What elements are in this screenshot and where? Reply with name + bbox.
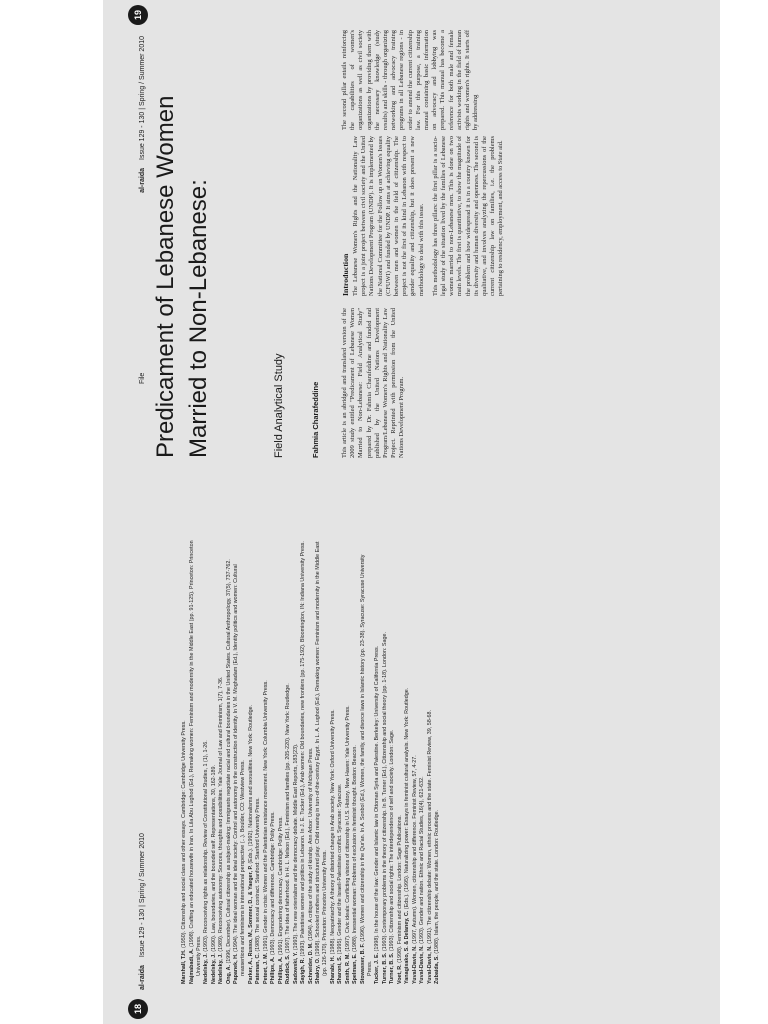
reference-text: (1994). The ideal woman and the ideal society: Control and autonomy in the construction of identity. In V. M. Moghadam (Ed.), Identity politics and women: Cultural reassertions and feminisms in international perspective (...). Boulder, CO: Westview Press. — [233, 564, 246, 976]
reference-author: Papanek, H. — [233, 953, 239, 984]
reference-text: (1998). Crafting an educated housewife in Iran. In Lila Abu Lughod (Ed.), Remaking women: Feminism and modernity in the Middle East (pp. 91-125). Princeton: Princeton University Press. — [188, 540, 202, 976]
reference-text: (1993). Citizenship and social rights: The interdependence of self and society. London: Sage. — [389, 729, 395, 953]
reference-entry — [404, 540, 411, 984]
reference-entry — [330, 540, 337, 984]
issue-line: Issue 129 - 130 | Spring / Summer 2010 — [138, 36, 146, 160]
reference-entry — [412, 540, 419, 984]
reference-text: (1993). Palestinian women and politics in Lebanon. In J. E. Tucker (Ed.), Arab women: Old boundaries, new frontiers (pp. 175-192). Bloomington, IN: Indiana University Press. — [300, 541, 306, 958]
reference-author: Ruddick, S. — [285, 954, 291, 984]
reference-text: (1998). Schooled mothers and structured play: Child rearing in turn-of-the-century Egypt. In L. A. Lughod (Ed.), Remaking women: Feminism and modernity in the Middle East (pp. 126-170). Princeton: Princeton University Press. — [315, 541, 328, 976]
reference-entry — [255, 540, 262, 984]
reference-author: Nedelsky, J. — [218, 953, 224, 984]
reference-text: (1989). Reconceiving autonomy: Sources, thoughts and possibilities. Yale Journal of Law and Feminism, 1(7), 7-36. — [218, 676, 224, 954]
reference-text: (1984). A critique of the study of kinship. Ann Arbor: University of Michigan Press. — [307, 747, 314, 943]
reference-author: Parker, A., Russo, M., Sommer, D., & Yaeger, P. — [247, 865, 254, 984]
reference-entry — [434, 540, 441, 984]
reference-author: Schneider, D. M. — [307, 942, 314, 984]
reference-entry — [308, 540, 315, 984]
magazine-spread — [103, 0, 720, 1024]
reference-author: Zubaida, S. — [434, 955, 440, 984]
abstract-column — [341, 308, 413, 458]
reference-text: (1988). The sexual contract. Stanford: Stanford University Press. — [255, 797, 261, 954]
reference-text: (1993). Gender and nation. Ethnic and Racial Studies, 16(4), 621-632. — [419, 776, 425, 946]
reference-author: Marshall, T.H. — [181, 949, 187, 984]
body-paragraph: The Lebanese Women's Rights and the Nationality Law project is a joint project between civil society and the United Nations Development Program (UNDP). It is implemented by the National Committee for the Follow up on Women's Issues (CFUWI) and funded by UNDP. It aims at achieving equality between men and women in the field of citizenship. The project is not the first of its kind in Lebanon with respect to gender equality and citizenship, but it does present a new methodology to deal with this issue. — [352, 136, 425, 296]
reference-text: (1991). The citizenship debate: Women, ethnic process and the state. Feminist Review, 39, 58-68. — [426, 710, 433, 946]
reference-entry — [218, 540, 225, 984]
reference-author: Turner, B. S. — [389, 952, 395, 984]
reference-entry — [389, 540, 396, 984]
right-page — [103, 0, 720, 514]
reference-text: (1950). Citizenship and social class and other essays. Cambridge: Cambridge University Press. — [181, 720, 187, 950]
reference-entry — [263, 540, 270, 984]
reference-entry — [427, 540, 434, 984]
reference-author: Shakry, O. — [315, 957, 321, 984]
article-author: Fahmia Charafeddine — [311, 381, 320, 458]
body-column — [341, 136, 512, 296]
reference-entry — [233, 540, 247, 984]
reference-author: Turner, B. S. — [381, 952, 388, 984]
reference-text: (1997). The idea of fatherhood. In H. L. Nelson (Ed.), Feminism and families (pp. 205-220). New York: Routledge. — [285, 683, 291, 955]
reference-text: (1990). Law, boundaries, and the bounded self. Representations, 30, 162-189. — [210, 765, 217, 954]
reference-text: (1991). Gender in crisis: Women and the Palestinian resistance movement. New York: Columbia University Press. — [262, 680, 269, 953]
reference-entry — [300, 540, 307, 984]
running-header — [133, 833, 151, 990]
reference-author: Spelman, E. — [352, 953, 358, 984]
reference-author: Smith, R. M. — [344, 953, 351, 984]
reference-entry — [360, 540, 374, 984]
reference-text: (1993). Contemporary problems in the theory of citizenship. In B. Turner (Ed.), Citizenship and social theory (pp. 1-18). London: Sage. — [381, 632, 388, 953]
body-column — [341, 30, 486, 130]
reference-entry — [419, 540, 426, 984]
section-tag: File — [138, 372, 146, 384]
reference-text: (1998). Feminism and citizenship. London: Sage Publications. — [396, 815, 403, 965]
reference-entry — [270, 540, 277, 984]
reference-entry — [203, 540, 210, 984]
reference-author: Pateman, C. — [255, 953, 261, 984]
reference-entry — [211, 540, 218, 984]
reference-entry — [189, 540, 203, 984]
reference-text: (1997). Civic ideals: Conflicting visions of citizenship in U.S. History. New Haven: Yale University Press. — [344, 705, 351, 954]
reference-author: Stowasser, B. F. — [359, 943, 366, 984]
reference-text: (1993). Reconceiving rights as relationship. Review of Constitutional Studies, 1 (1), 1-26. — [203, 740, 209, 954]
reference-entry — [345, 540, 352, 984]
body-paragraph: The second pillar entails reinforcing the capabilities of women's organizations as well as civil society organizations by providing them with the necessary knowledge (study results) and skills - through organizing networking and advocacy training programs in all Lebanese regions - in order to amend the current citizenship law. For this purpose, a training manual containing basic information on advocacy and lobbying was prepared. This manual has become a reference for both male and female activists working in the field of human rights and women's rights. It starts off by addressing — [341, 30, 480, 130]
reference-entry — [181, 540, 188, 984]
page-number-badge: 19 — [128, 5, 148, 25]
reference-text: (1993). Democracy and difference. Cambridge: Polity Press. — [270, 811, 276, 957]
reference-text: (1996). Women and citizenship in the Qur'an. In A. Sonbol (Ed.), Women, the family, and divorce laws in Islamic history (pp. 23-38). Syracuse: Syracuse University Press. — [359, 554, 373, 976]
reference-text: (1991). Engendering democracy. Cambridge: Polity Press. — [277, 816, 284, 957]
left-page — [103, 514, 720, 1024]
body-paragraph: This methodology has three pillars: the first pillar is a socio-legal study of the situation lived by the families of Lebanese women married to non-Lebanese men. This is done on two main levels. The first is quantitative, to show the magnitude of the problem and how widespread it is in a country known for its diversity and human diversity and openness. The second is qualitative, and involves analyzing the repercussions of the current citizenship law on families, i.e. the problems pertaining to residency, employment, and access to State aid. — [431, 136, 505, 296]
reference-text: (1998). In the house of the law: Gender and Islamic law in Ottoman Syria and Palestine. Berkeley: University of California Press. — [374, 645, 380, 953]
reference-author: Sadowski, Y. — [292, 951, 299, 984]
page-number-badge: 18 — [128, 999, 148, 1019]
reference-entry — [293, 540, 300, 984]
reference-entry — [382, 540, 389, 984]
reference-author: Tucker, J. E. — [374, 952, 380, 984]
reference-author: Phillips, A. — [270, 956, 276, 984]
reference-author: Phillips, A. — [277, 956, 284, 984]
reference-author: Najmabadi, A. — [188, 948, 195, 984]
reference-text: (1993). The new orientalism and the democracy debate. Middle East Reports, 183(23). — [292, 743, 299, 952]
reference-author: Yanagisako, S. & Delaney, C. — [404, 910, 410, 984]
reference-author: Yuval-Davis, N. — [419, 945, 425, 984]
reference-entry — [278, 540, 285, 984]
reference-author: Peteet, J. M. — [262, 952, 269, 984]
reference-author: Nedelsky, J. — [203, 953, 209, 984]
reference-author: Voet, R. — [396, 964, 403, 984]
reference-author: Yuval-Davis, N. — [411, 945, 418, 984]
magazine-name: al-raida — [138, 965, 146, 990]
reference-text: (Eds.). (1995). Naturalizing power: Essays in feminist cultural analysis. New York: Routledge. — [404, 687, 410, 911]
reference-author: Sharoni, S. — [337, 955, 343, 984]
reference-author: Nedelsky, J. — [210, 953, 217, 984]
introduction-heading: Introduction — [341, 253, 350, 296]
reference-entry — [226, 540, 233, 984]
reference-text: (Eds.). (1992). Nationalisms and sexualities. New York: Routledge. — [247, 704, 254, 866]
reference-text: (1988). Inessential woman: Problems of exclusion in feminist thought. Boston: Beacon. — [352, 745, 358, 954]
article-title: Predicament of Lebanese Women Married to Non-Lebanese: — [152, 95, 212, 458]
reference-entry — [285, 540, 292, 984]
issue-line: Issue 129 - 130 | Spring / Summer 2010 — [138, 833, 146, 958]
reference-entry — [315, 540, 329, 984]
reference-author: Sayigh, R. — [300, 957, 306, 984]
magazine-name: al-raida — [138, 168, 146, 193]
reference-entry — [352, 540, 359, 984]
reference-text: (1997, Autumn). Women, citizenship and difference. Feminist Review, 57, 4-27. — [411, 755, 418, 946]
reference-text: (1996, December). Cultural citizenship as subject-making: Immigrants negotiate racial and cultural boundaries in the United States. Cultural Anthropology, 37(5), 737-762. — [225, 559, 232, 966]
reference-list — [181, 540, 442, 984]
reference-entry — [374, 540, 381, 984]
abstract-text: This article is an abridged and translated version of the 2009 study entitled "Predicament of Lebanese Women Married to Non-Lebanese: Field Analytical Study" prepared by Dr. Fahmia Charafeddine and funded and published by the United Nations Development Program/Lebanese Women's Rights and Nationality Law Project. Reprinted with permission from the United Nations Development Program. — [341, 308, 406, 458]
reference-author: Sharabi, H. — [329, 955, 336, 984]
reference-text: (1995). Gender and the Israeli-Palestinian conflict. Syracuse: Syracuse. — [337, 783, 343, 956]
reference-text: (1988). Neopatriarchy: A theory of distorted change in Arab society. New York: Oxford University Press. — [329, 709, 336, 956]
article-subtitle: Field Analytical Study — [273, 353, 285, 458]
reference-author: Yuval-Davis, N. — [426, 945, 433, 984]
reference-entry — [397, 540, 404, 984]
reference-author: Ong, A. — [225, 965, 232, 984]
reference-text: (1988). Islam, the people, and the state. London: Routledge. — [434, 809, 440, 956]
reference-entry — [248, 540, 255, 984]
reference-entry — [337, 540, 344, 984]
